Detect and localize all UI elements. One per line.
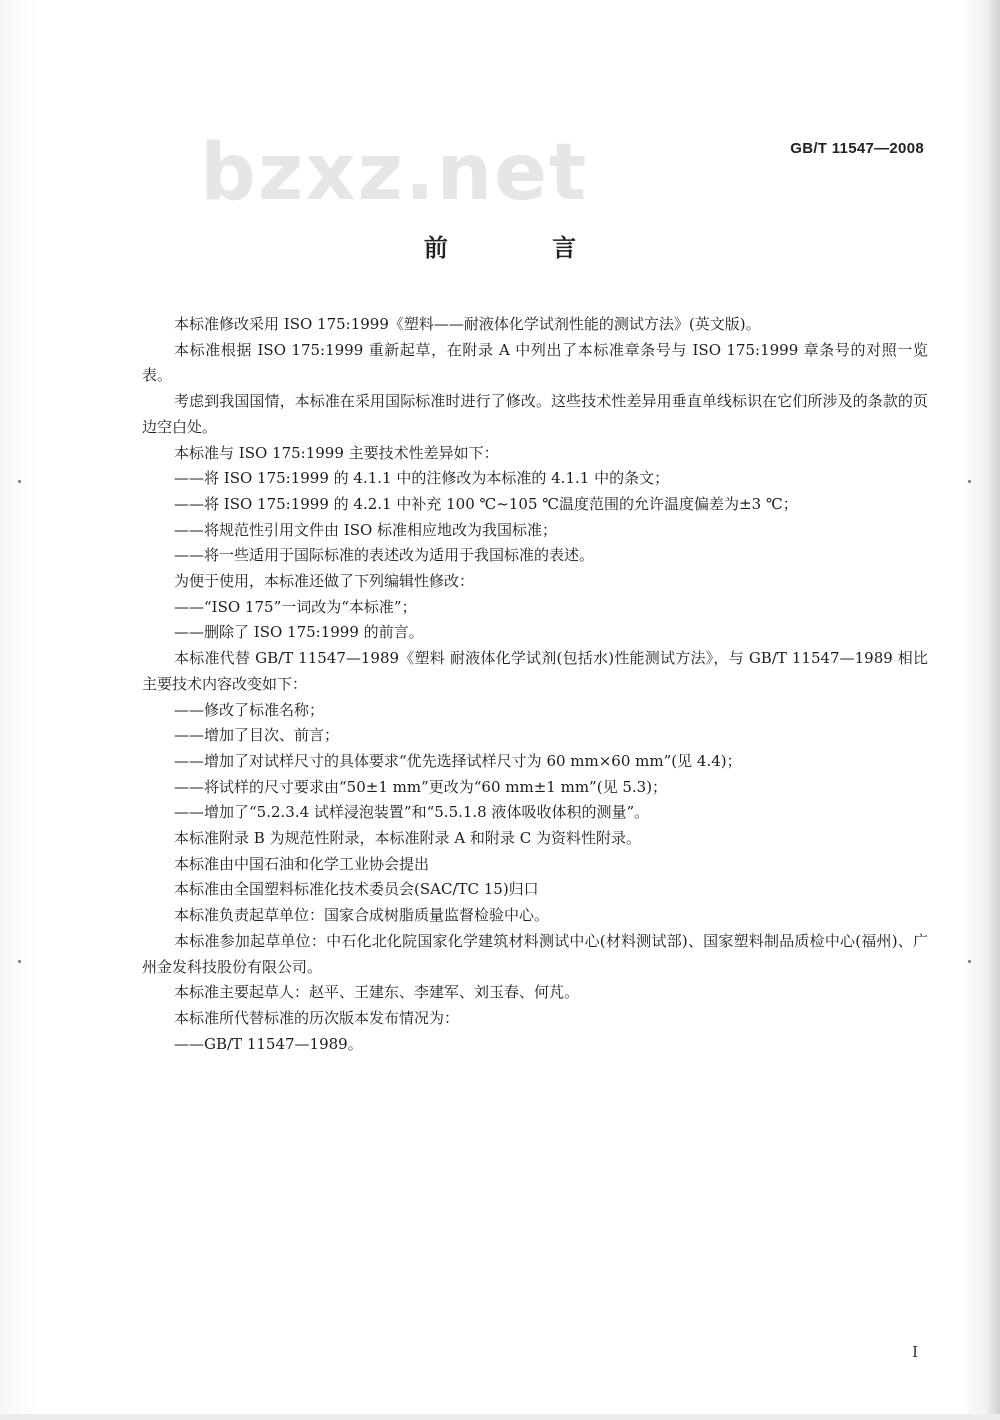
paragraph: 本标准附录 B 为规范性附录，本标准附录 A 和附录 C 为资料性附录。 — [174, 829, 641, 848]
paragraph: 本标准所代替标准的历次版本发布情况为： — [174, 1008, 460, 1027]
list-item: ——删除了 ISO 175:1999 的前言。 — [174, 623, 424, 642]
list-item: ——将 ISO 175:1999 的 4.1.1 中的注修改为本标准的 4.1.1 中的条文； — [174, 469, 670, 488]
watermark: bzxz.net — [200, 128, 589, 218]
page-title: 前 言 — [423, 234, 625, 262]
paragraph: 本标准与 ISO 175:1999 主要技术性差异如下： — [174, 443, 499, 462]
margin-mark — [968, 960, 971, 963]
paragraph: 本标准主要起草人：赵平、王建东、李建军、刘玉春、何芃。 — [174, 983, 580, 1002]
paragraph: 本标准负责起草单位：国家合成树脂质量监督检验中心。 — [174, 906, 550, 925]
margin-mark — [18, 960, 21, 963]
list-item: ——将一些适用于国际标准的表述改为适用于我国标准的表述。 — [174, 546, 595, 565]
foreword-body — [142, 312, 928, 1057]
page-number: I — [912, 1343, 918, 1361]
list-item: ——将试样的尺寸要求由“50±1 mm”更改为“60 mm±1 mm”(见 5.3)； — [174, 777, 668, 796]
list-item: ——增加了对试样尺寸的具体要求“优先选择试样尺寸为 60 mm×60 mm”(见 4.4)； — [174, 751, 742, 770]
paragraph: 本标准代替 GB/T 11547—1989《塑料 耐液体化学试剂(包括水)性能测试方法》，与 GB/T 11547—1989 相比主要技术内容改变如下： — [142, 649, 928, 693]
list-item: ——修改了标准名称； — [174, 700, 325, 719]
page-bottom-edge — [0, 1414, 1000, 1420]
paragraph: 本标准参加起草单位：中石化北化院国家化学建筑材料测试中心(材料测试部)、国家塑料制品质检中心(福州)、广州金发科技股份有限公司。 — [142, 931, 928, 976]
paragraph: 本标准修改采用 ISO 175:1999《塑料——耐液体化学试剂性能的测试方法》(英文版)。 — [174, 315, 761, 333]
page-edge-shadow — [986, 0, 1000, 1420]
list-item: ——增加了“5.2.3.4 试样浸泡装置”和“5.5.1.8 液体吸收体积的测量”。 — [174, 803, 650, 822]
paragraph: 为便于使用，本标准还做了下列编辑性修改： — [174, 572, 475, 591]
paragraph: 考虑到我国国情，本标准在采用国际标准时进行了修改。这些技术性差异用垂直单线标识在它们所涉及的条款的页边空白处。 — [142, 392, 928, 436]
paragraph: 本标准根据 ISO 175:1999 重新起草，在附录 A 中列出了本标准章条号与 ISO 175:1999 章条号的对照一览表。 — [142, 340, 928, 385]
list-item: ——“ISO 175”一词改为“本标准”； — [174, 597, 417, 616]
standard-code: GB/T 11547—2008 — [790, 140, 924, 157]
list-item: ——将规范性引用文件由 ISO 标准相应地改为我国标准； — [174, 520, 558, 539]
list-item: ——增加了目次、前言； — [174, 726, 340, 745]
list-item: ——将 ISO 175:1999 的 4.2.1 中补充 100 ℃~105 ℃温度范围的允许温度偏差为±3 ℃； — [174, 494, 798, 513]
paragraph: 本标准由全国塑料标准化技术委员会(SAC/TC 15)归口 — [174, 880, 539, 899]
list-item: ——GB/T 11547—1989。 — [174, 1034, 363, 1053]
paragraph: 本标准由中国石油和化学工业协会提出 — [174, 854, 430, 873]
margin-mark — [18, 480, 21, 483]
margin-mark — [968, 480, 971, 483]
